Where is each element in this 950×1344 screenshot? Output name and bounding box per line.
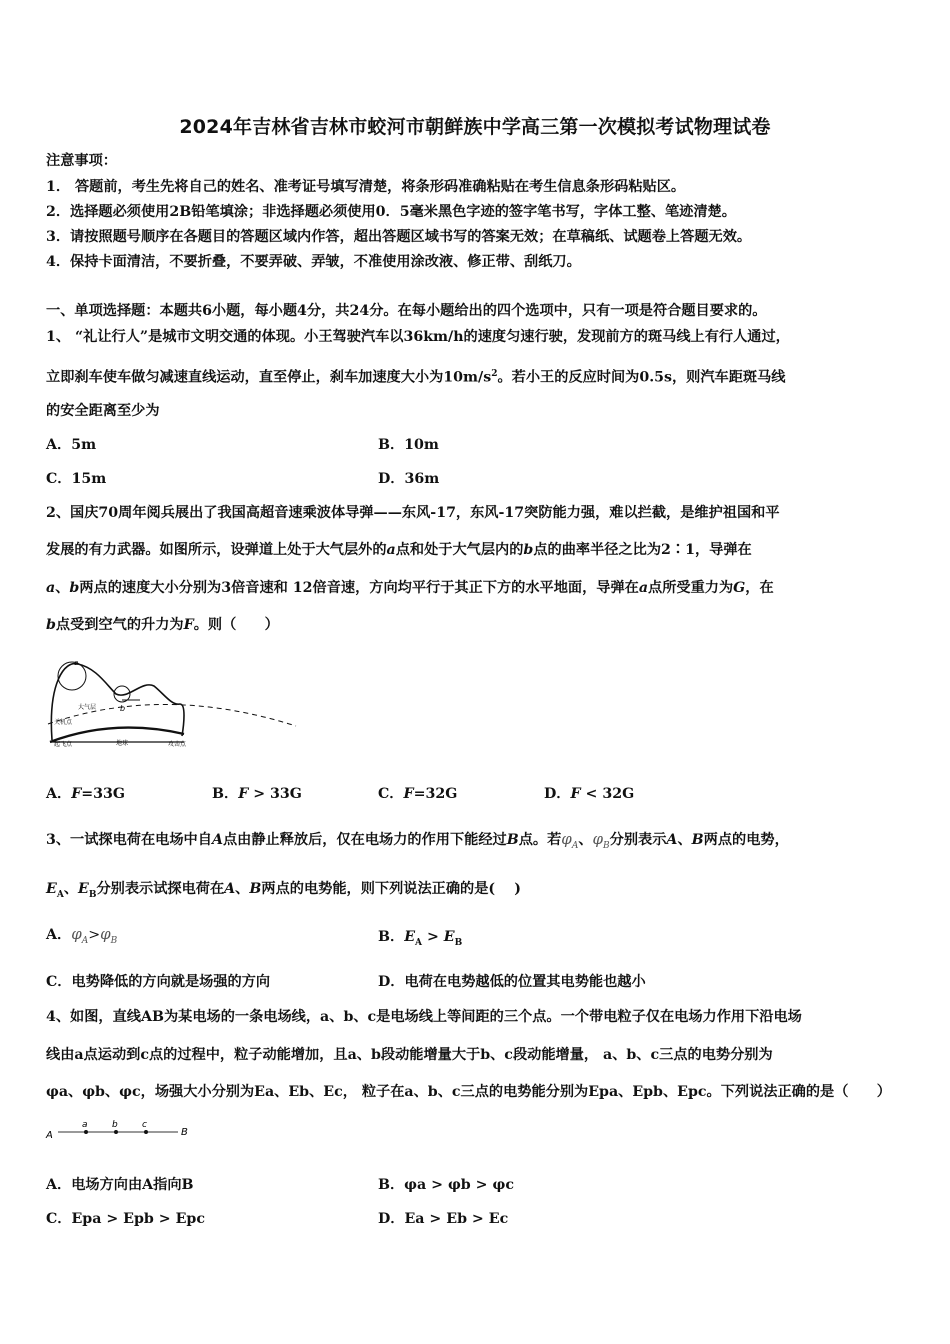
label-A: A: [46, 1130, 53, 1141]
q3-option-c[interactable]: C．电势降低的方向就是场强的方向: [46, 974, 271, 990]
q1-line-3: 的安全距离至少为: [46, 403, 160, 419]
label-shutdown-point: 关机点: [54, 719, 73, 726]
q1-option-a[interactable]: A．5m: [46, 437, 97, 453]
field-line-figure: [44, 1116, 194, 1144]
label-launch-point: 起飞点: [54, 741, 73, 748]
label-point-b: b: [112, 1120, 118, 1130]
label-point-c: c: [142, 1120, 147, 1130]
q2-line-3: a、b两点的速度大小分别为3倍音速和 12倍音速，方向均平行于其正下方的水平地面，导弹在a点所受重力为G，在: [46, 580, 774, 596]
page-title: 2024年吉林省吉林市蛟河市朝鲜族中学高三第一次模拟考试物理试卷: [179, 116, 771, 138]
q2-option-d[interactable]: D．F < 32G: [544, 786, 635, 802]
notice-item-1: 1． 答题前，考生先将自己的姓名、准考证号填写清楚，将条形码准确粘贴在考生信息条形码粘贴区。: [46, 179, 686, 195]
notice-heading: 注意事项：: [46, 153, 117, 169]
point-a: [84, 1130, 88, 1134]
q2-option-c[interactable]: C．F=32G: [378, 786, 458, 802]
point-c: [144, 1130, 148, 1134]
q4-line-2: 线由a点运动到c点的过程中，粒子动能增加，且a、b段动能增量大于b、c段动能增量， a、b、c三点的电势分别为: [46, 1047, 773, 1063]
q4-option-d[interactable]: D．Ea > Eb > Ec: [378, 1211, 509, 1227]
label-b: b: [120, 704, 126, 713]
notice-item-4: 4．保持卡面清洁，不要折叠，不要弄破、弄皱，不准使用涂改液、修正带、刮纸刀。: [46, 254, 581, 270]
section-heading: 一、单项选择题：本题共6小题，每小题4分，共24分。在每小题给出的四个选项中，只有一项是符合题目要求的。: [46, 303, 767, 319]
q3-line-1: 3、一试探电荷在电场中自A点由静止释放后，仅在电场力的作用下能经过B点。若$\varphi_A$、$\varphi_B$分别表示A、B两点的电势，: [46, 830, 789, 851]
q4-option-b[interactable]: B．φa > φb > φc: [378, 1177, 514, 1193]
q2-line-4: b点受到空气的升力为F。则（ ）: [46, 617, 279, 633]
label-target-point: 攻击点: [168, 741, 187, 748]
q2-line-2: 发展的有力武器。如图所示，设弹道上处于大气层外的a点和处于大气层内的b点的曲率半径之比为2∶1，导弹在: [46, 542, 752, 558]
label-earth: 地球: [116, 740, 129, 747]
q1-option-b[interactable]: B．10m: [378, 437, 439, 453]
point-b: [114, 1130, 118, 1134]
q1-line-1: 1、 “礼让行人”是城市文明交通的体现。小王驾驶汽车以36km/h的速度匀速行驶，发现前方的斑马线上有行人通过，: [46, 329, 790, 345]
missile-trajectory-figure: [44, 654, 300, 750]
q4-option-c[interactable]: C．Epa > Epb > Epc: [46, 1211, 205, 1227]
q3-line-2: $E_A$、$E_B$分别表示试探电荷在A、B两点的电势能，则下列说法正确的是( ): [46, 881, 521, 900]
q4-line-1: 4、如图，直线AB为某电场的一条电场线，a、b、c是电场线上等间距的三个点。一个带电粒子仅在电场力作用下沿电场: [46, 1009, 802, 1025]
notice-item-3: 3．请按照题号顺序在各题目的答题区域内作答，超出答题区域书写的答案无效；在草稿纸、试题卷上答题无效。: [46, 229, 752, 245]
q1-option-d[interactable]: D．36m: [378, 471, 440, 487]
q2-option-a[interactable]: A．F=33G: [46, 786, 126, 802]
q4-line-3: φa、φb、φc，场强大小分别为Ea、Eb、Ec， 粒子在a、b、c三点的电势能分别为Epa、Epb、Epc。下列说法正确的是（ ）: [46, 1084, 891, 1100]
label-point-a: a: [82, 1120, 88, 1130]
q4-option-a[interactable]: A．电场方向由A指向B: [46, 1177, 194, 1193]
q3-option-d[interactable]: D．电荷在电势越低的位置其电势能也越小: [378, 974, 646, 990]
label-atmosphere: 大气层: [78, 704, 97, 711]
q2-line-1: 2、国庆70周年阅兵展出了我国高超音速乘波体导弹——东风-17，东风-17突防能力强，难以拦截，是维护祖国和平: [46, 505, 780, 521]
q1-line-2: 立即刹车使车做匀减速直线运动，直至停止，刹车加速度大小为$10m/s^2$。若小王的反应时间为0.5s，则汽车距斑马线: [46, 369, 786, 386]
curvature-circle-a: [58, 662, 86, 690]
q3-option-a[interactable]: A．$\varphi_A>\varphi_B$: [46, 925, 118, 946]
q1-option-c[interactable]: C．15m: [46, 471, 107, 487]
notice-item-2: 2．选择题必须使用2B铅笔填涂；非选择题必须使用0．5毫米黑色字迹的签字笔书写，字体工整、笔迹清楚。: [46, 204, 736, 220]
label-a: a: [74, 659, 79, 667]
q2-option-b[interactable]: B．F > 33G: [212, 786, 302, 802]
label-B: B: [181, 1127, 188, 1138]
q3-option-b[interactable]: B．$E_A > E_B$: [378, 929, 463, 948]
